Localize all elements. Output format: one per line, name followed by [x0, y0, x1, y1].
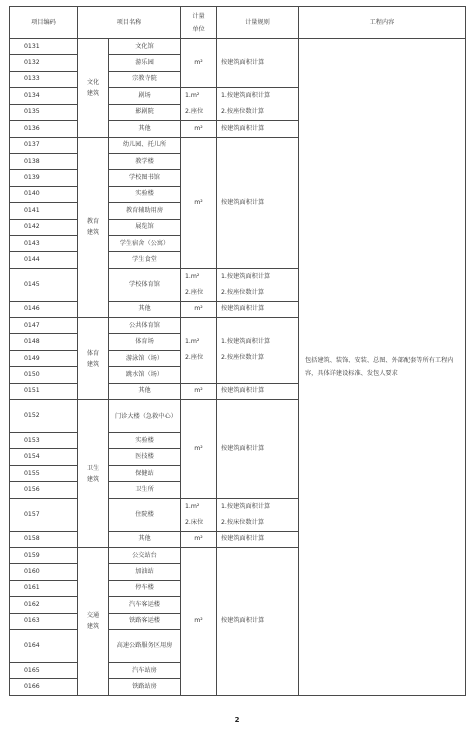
row-code: 0148 [10, 334, 78, 350]
row-code: 0149 [10, 350, 78, 366]
row-name: 门诊大楼（急救中心） [109, 400, 181, 433]
unit-line: 1.m² [185, 272, 200, 280]
row-rule: 按建筑面积计算 [217, 383, 299, 399]
header-code: 项目编码 [10, 7, 78, 39]
row-name: 影剧院 [109, 104, 181, 121]
rule-line: 2.按座位数计算 [221, 354, 265, 362]
row-code: 0150 [10, 367, 78, 383]
row-code: 0151 [10, 383, 78, 399]
row-code: 0147 [10, 318, 78, 334]
header-name: 项目名称 [78, 7, 181, 39]
row-name: 其他 [109, 383, 181, 399]
work-content: 包括建筑、装饰、安装、总图、外部配套等所有工程内容，具体详建设标准、发包人要求 [299, 39, 466, 696]
row-code: 0136 [10, 121, 78, 137]
row-unit: m² [181, 547, 217, 695]
row-unit: m² [181, 39, 217, 88]
row-name: 实验楼 [109, 186, 181, 202]
rule-line: 1.按建筑面积计算 [221, 338, 271, 346]
row-code: 0134 [10, 88, 78, 105]
row-code: 0139 [10, 170, 78, 186]
row-name: 文化馆 [109, 39, 181, 55]
row-code: 0144 [10, 252, 78, 268]
row-name: 学生食堂 [109, 252, 181, 268]
row-code: 0163 [10, 613, 78, 629]
rule-line: 2.按床位数计算 [221, 518, 265, 526]
category-transport [78, 547, 109, 695]
row-code: 0162 [10, 597, 78, 613]
row-name: 铁路站房 [109, 679, 181, 695]
category-text: 卫生 [86, 464, 100, 472]
row-code: 0152 [10, 400, 78, 433]
page-number: 2 [234, 716, 240, 724]
row-code: 0157 [10, 498, 78, 531]
unit-line: 2.座位 [185, 354, 204, 362]
row-rule: 按建筑面积计算 [217, 121, 299, 137]
row-unit: m² [181, 400, 217, 499]
table-header-row [10, 7, 466, 39]
row-rule [217, 498, 299, 531]
row-name: 实验楼 [109, 433, 181, 449]
row-name: 保健站 [109, 465, 181, 481]
row-code: 0141 [10, 203, 78, 219]
row-code: 0166 [10, 679, 78, 695]
header-unit-line1: 计量 [192, 12, 205, 20]
category-text: 建筑 [86, 89, 100, 97]
row-name: 医技楼 [109, 449, 181, 465]
row-code: 0132 [10, 55, 78, 71]
row-name: 公共体育馆 [109, 318, 181, 334]
row-name: 高速公路服务区用房 [109, 629, 181, 662]
row-name: 汽车站房 [109, 662, 181, 678]
row-rule: 按建筑面积计算 [217, 531, 299, 547]
row-unit [181, 318, 217, 384]
row-name: 宗教寺院 [109, 71, 181, 87]
row-code: 0158 [10, 531, 78, 547]
row-name: 游乐园 [109, 55, 181, 71]
row-unit: m² [181, 301, 217, 317]
row-name: 展览馆 [109, 219, 181, 235]
row-code: 0133 [10, 71, 78, 87]
row-name: 铁路客运楼 [109, 613, 181, 629]
row-name: 其他 [109, 531, 181, 547]
row-name: 住院楼 [109, 498, 181, 531]
row-name: 公交站台 [109, 547, 181, 563]
unit-line: 1.m² [185, 338, 200, 346]
unit-line: 2.座位 [185, 108, 204, 116]
row-name: 体育场 [109, 334, 181, 350]
row-name: 其他 [109, 301, 181, 317]
row-unit [181, 498, 217, 531]
category-text: 体育 [86, 349, 100, 357]
row-rule [217, 88, 299, 121]
category-text: 建筑 [86, 623, 100, 631]
row-unit: m² [181, 531, 217, 547]
row-name: 加油站 [109, 564, 181, 580]
row-rule: 按建筑面积计算 [217, 301, 299, 317]
row-code: 0159 [10, 547, 78, 563]
unit-line: 1.m² [185, 92, 200, 100]
row-unit: m² [181, 383, 217, 399]
category-text: 交通 [86, 612, 100, 620]
header-unit-line2: 单位 [192, 25, 205, 33]
category-text: 建筑 [86, 360, 100, 368]
category-text: 教育 [86, 218, 100, 226]
row-name: 教育辅助用房 [109, 203, 181, 219]
category-text: 建筑 [86, 475, 100, 483]
category-health [78, 400, 109, 548]
project-code-table [9, 6, 466, 696]
category-text: 建筑 [86, 229, 100, 237]
row-name: 学生宿舍（公寓） [109, 235, 181, 251]
row-rule [217, 318, 299, 384]
row-name: 学校图书馆 [109, 170, 181, 186]
row-code: 0164 [10, 629, 78, 662]
category-sports [78, 318, 109, 400]
rule-line: 2.按座位数计算 [221, 288, 265, 296]
category-text: 文化 [86, 78, 100, 86]
row-rule: 按建筑面积计算 [217, 547, 299, 695]
row-name: 其他 [109, 121, 181, 137]
row-rule: 按建筑面积计算 [217, 39, 299, 88]
row-unit [181, 268, 217, 301]
row-unit: m² [181, 137, 217, 268]
row-code: 0154 [10, 449, 78, 465]
row-code: 0135 [10, 104, 78, 121]
row-unit: m² [181, 121, 217, 137]
row-name: 剧场 [109, 88, 181, 105]
row-name: 跳水馆（场） [109, 367, 181, 383]
header-unit [181, 7, 217, 39]
row-code: 0137 [10, 137, 78, 153]
row-rule [217, 268, 299, 301]
row-rule: 按建筑面积计算 [217, 137, 299, 268]
table-row [10, 39, 466, 55]
row-name: 学校体育馆 [109, 268, 181, 301]
rule-line: 2.按座位数计算 [221, 108, 265, 116]
row-name: 教学楼 [109, 153, 181, 169]
row-name: 卫生所 [109, 482, 181, 498]
row-code: 0138 [10, 153, 78, 169]
row-name: 幼儿园、托儿所 [109, 137, 181, 153]
rule-line: 1.按建筑面积计算 [221, 502, 271, 510]
row-code: 0131 [10, 39, 78, 55]
unit-line: 2.床位 [185, 518, 204, 526]
row-rule: 按建筑面积计算 [217, 400, 299, 499]
row-code: 0146 [10, 301, 78, 317]
row-code: 0145 [10, 268, 78, 301]
row-name: 汽车客运楼 [109, 597, 181, 613]
row-name: 停车楼 [109, 580, 181, 596]
rule-line: 1.按建筑面积计算 [221, 92, 271, 100]
row-code: 0143 [10, 235, 78, 251]
row-code: 0153 [10, 433, 78, 449]
row-code: 0156 [10, 482, 78, 498]
row-code: 0155 [10, 465, 78, 481]
row-code: 0160 [10, 564, 78, 580]
row-unit [181, 88, 217, 121]
row-code: 0142 [10, 219, 78, 235]
row-code: 0140 [10, 186, 78, 202]
header-content: 工程内容 [299, 7, 466, 39]
rule-line: 1.按建筑面积计算 [221, 272, 271, 280]
category-culture [78, 39, 109, 138]
row-code: 0165 [10, 662, 78, 678]
category-education [78, 137, 109, 318]
unit-line: 2.座位 [185, 288, 204, 296]
row-code: 0161 [10, 580, 78, 596]
row-name: 游泳馆（场） [109, 350, 181, 366]
header-rule: 计量规则 [217, 7, 299, 39]
unit-line: 1.m² [185, 502, 200, 510]
